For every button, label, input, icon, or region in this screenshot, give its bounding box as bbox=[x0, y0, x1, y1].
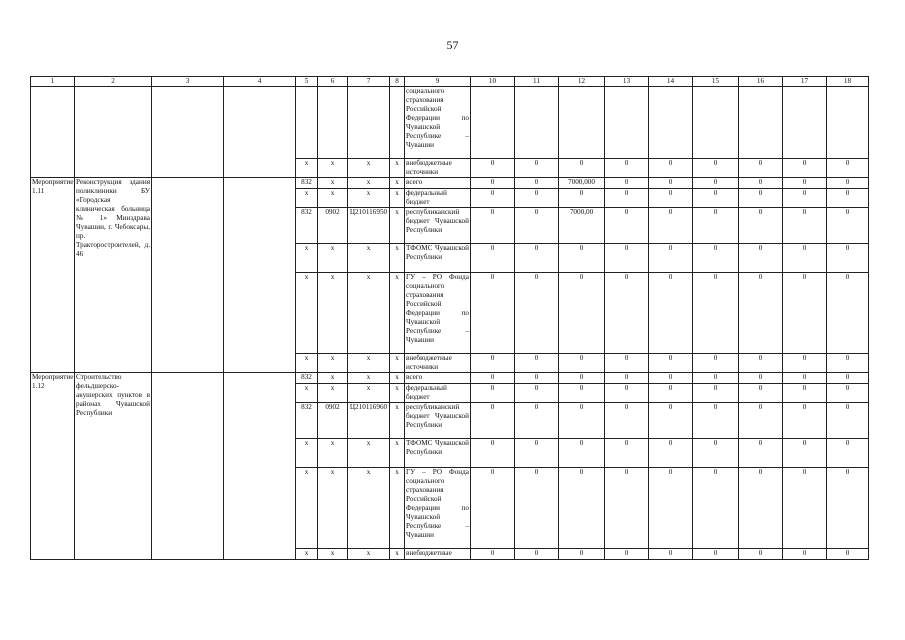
cell-amount: 0 bbox=[739, 384, 783, 403]
cell-amount: 0 bbox=[471, 549, 515, 560]
cell-amount: 0 bbox=[739, 208, 783, 244]
cell-amount: 0 bbox=[515, 189, 559, 208]
cell-amount: 0 bbox=[515, 468, 559, 549]
cell-grbs: 832 bbox=[296, 403, 318, 439]
cell-amount: 0 bbox=[515, 273, 559, 354]
cell-section: x bbox=[318, 244, 348, 273]
cell-amount: 0 bbox=[783, 439, 827, 468]
cell-amount: 0 bbox=[471, 159, 515, 178]
cell-section: 0902 bbox=[318, 208, 348, 244]
cell-amount: 0 bbox=[471, 244, 515, 273]
cell-amount: 0 bbox=[471, 439, 515, 468]
cell-amount: 0 bbox=[559, 439, 605, 468]
cell-amount: 0 bbox=[827, 549, 869, 560]
cell-grbs: x bbox=[296, 273, 318, 354]
cell-amount: 0 bbox=[693, 439, 739, 468]
column-number: 18 bbox=[827, 77, 869, 87]
cell-amount: 0 bbox=[693, 244, 739, 273]
cell-funding-source: федеральный бюджет bbox=[405, 384, 471, 403]
cell-amount bbox=[827, 87, 869, 159]
cell-amount: 0 bbox=[649, 273, 693, 354]
cell-amount: 0 bbox=[515, 244, 559, 273]
cell-amount: 0 bbox=[827, 178, 869, 189]
column-number: 2 bbox=[75, 77, 152, 87]
cell-funding-source: всего bbox=[405, 373, 471, 384]
table-row bbox=[31, 87, 869, 159]
column-number: 11 bbox=[515, 77, 559, 87]
cell-expense-type: x bbox=[390, 439, 405, 468]
cell-amount: 0 bbox=[739, 373, 783, 384]
cell-section: x bbox=[318, 273, 348, 354]
cell-amount: 0 bbox=[515, 549, 559, 560]
cell-section: x bbox=[318, 373, 348, 384]
column-number: 15 bbox=[693, 77, 739, 87]
budget-table bbox=[30, 76, 869, 560]
cell-amount: 0 bbox=[783, 273, 827, 354]
cell-amount: 0 bbox=[693, 549, 739, 560]
cell-grbs: 832 bbox=[296, 373, 318, 384]
cell-funding-source: ТФОМС Чувашской Республики bbox=[405, 439, 471, 468]
cell-funding-source: внебюджетные bbox=[405, 549, 471, 560]
cell-section: x bbox=[318, 159, 348, 178]
cell-amount bbox=[471, 87, 515, 159]
cell-target-article: x bbox=[348, 468, 390, 549]
cell-amount: 0 bbox=[649, 159, 693, 178]
cell-amount: 0 bbox=[739, 439, 783, 468]
cell-amount: 0 bbox=[605, 403, 649, 439]
cell-amount: 0 bbox=[649, 468, 693, 549]
cell-amount: 0 bbox=[649, 373, 693, 384]
cell-amount: 0 bbox=[605, 468, 649, 549]
cell-amount: 7000,000 bbox=[559, 178, 605, 189]
cell-amount: 0 bbox=[693, 189, 739, 208]
cell-amount: 0 bbox=[693, 384, 739, 403]
cell-target-article: x bbox=[348, 373, 390, 384]
cell-funding-source: республиканский бюджет Чувашской Республики bbox=[405, 403, 471, 439]
cell-grbs: x bbox=[296, 549, 318, 560]
cell-amount: 0 bbox=[783, 178, 827, 189]
cell-amount: 0 bbox=[827, 208, 869, 244]
cell-amount: 0 bbox=[739, 468, 783, 549]
cell-amount: 0 bbox=[605, 189, 649, 208]
cell-funding-source: ГУ – РО Фонда социального страхования Российской Федерации по Чувашской Республике – Чувашии bbox=[405, 468, 471, 549]
cell-col3 bbox=[152, 373, 224, 560]
cell-name bbox=[75, 87, 152, 178]
cell-target-article: x bbox=[348, 178, 390, 189]
cell-measure-name: Реконструкция здания поликлиники БУ «Городская клиническая больница № 1» Минздрава Чувашии, г. Чебоксары, пр. Тракторостроителей, д. 46 bbox=[75, 178, 152, 373]
cell-target-article: x bbox=[348, 439, 390, 468]
cell-amount: 0 bbox=[783, 244, 827, 273]
cell-amount: 0 bbox=[693, 468, 739, 549]
cell-amount: 0 bbox=[515, 354, 559, 373]
cell-amount: 0 bbox=[693, 178, 739, 189]
column-number: 16 bbox=[739, 77, 783, 87]
cell-amount: 0 bbox=[515, 384, 559, 403]
cell-amount: 0 bbox=[827, 439, 869, 468]
cell-amount: 0 bbox=[605, 439, 649, 468]
cell-amount: 0 bbox=[515, 208, 559, 244]
cell-col4 bbox=[224, 178, 296, 373]
cell-amount bbox=[649, 87, 693, 159]
cell-expense-type: x bbox=[390, 354, 405, 373]
cell-expense-type: x bbox=[390, 373, 405, 384]
cell-amount bbox=[693, 87, 739, 159]
cell-amount: 0 bbox=[739, 273, 783, 354]
cell-measure-id: Мероприятие 1.12 bbox=[31, 373, 75, 560]
column-number: 14 bbox=[649, 77, 693, 87]
cell-target-article bbox=[348, 87, 390, 159]
cell-amount: 0 bbox=[605, 159, 649, 178]
column-number: 10 bbox=[471, 77, 515, 87]
column-number: 3 bbox=[152, 77, 224, 87]
page-number: 57 bbox=[446, 38, 459, 52]
cell-amount: 0 bbox=[693, 373, 739, 384]
cell-grbs: x bbox=[296, 189, 318, 208]
cell-amount: 0 bbox=[693, 403, 739, 439]
cell-amount: 0 bbox=[515, 403, 559, 439]
cell-amount: 0 bbox=[649, 178, 693, 189]
cell-target-article: x bbox=[348, 354, 390, 373]
cell-amount: 0 bbox=[605, 354, 649, 373]
cell-target-article: Ц210116960 bbox=[348, 403, 390, 439]
cell-amount: 0 bbox=[783, 354, 827, 373]
cell-grbs: x bbox=[296, 159, 318, 178]
cell-amount: 0 bbox=[783, 373, 827, 384]
cell-amount: 0 bbox=[783, 468, 827, 549]
cell-amount bbox=[739, 87, 783, 159]
cell-expense-type: x bbox=[390, 549, 405, 560]
cell-amount: 0 bbox=[649, 384, 693, 403]
cell-measure-name: Строительство фельдшерско-акушерских пунктов в районах Чувашской Республики bbox=[75, 373, 152, 560]
cell-amount: 0 bbox=[827, 189, 869, 208]
column-number: 7 bbox=[348, 77, 390, 87]
cell-amount: 0 bbox=[739, 178, 783, 189]
cell-funding-source: внебюджетные источники bbox=[405, 159, 471, 178]
cell-amount: 0 bbox=[559, 273, 605, 354]
cell-amount: 0 bbox=[605, 244, 649, 273]
cell-expense-type: x bbox=[390, 403, 405, 439]
table-row bbox=[31, 373, 869, 384]
cell-funding-source: всего bbox=[405, 178, 471, 189]
cell-amount: 0 bbox=[515, 373, 559, 384]
cell-amount: 0 bbox=[605, 549, 649, 560]
cell-target-article: x bbox=[348, 244, 390, 273]
cell-amount: 0 bbox=[783, 208, 827, 244]
cell-amount: 7000,00 bbox=[559, 208, 605, 244]
cell-amount: 0 bbox=[783, 403, 827, 439]
cell-grbs: x bbox=[296, 244, 318, 273]
cell-amount: 0 bbox=[827, 273, 869, 354]
cell-status bbox=[31, 87, 75, 178]
cell-section: x bbox=[318, 468, 348, 549]
cell-amount: 0 bbox=[739, 549, 783, 560]
cell-amount: 0 bbox=[739, 244, 783, 273]
cell-amount: 0 bbox=[649, 189, 693, 208]
cell-section: 0902 bbox=[318, 403, 348, 439]
cell-funding-source: федеральный бюджет bbox=[405, 189, 471, 208]
cell-grbs: x bbox=[296, 439, 318, 468]
cell-target-article: x bbox=[348, 159, 390, 178]
table-row bbox=[31, 178, 869, 189]
cell-section: x bbox=[318, 178, 348, 189]
cell-amount: 0 bbox=[649, 549, 693, 560]
cell-col4 bbox=[224, 373, 296, 560]
cell-section: x bbox=[318, 189, 348, 208]
cell-amount: 0 bbox=[471, 403, 515, 439]
cell-target-article: Ц210116950 bbox=[348, 208, 390, 244]
column-number: 9 bbox=[405, 77, 471, 87]
cell-amount: 0 bbox=[739, 354, 783, 373]
cell-amount: 0 bbox=[471, 189, 515, 208]
cell-amount: 0 bbox=[559, 403, 605, 439]
cell-grbs: x bbox=[296, 384, 318, 403]
cell-target-article: x bbox=[348, 273, 390, 354]
cell-amount: 0 bbox=[827, 354, 869, 373]
cell-amount: 0 bbox=[559, 354, 605, 373]
cell-amount: 0 bbox=[605, 178, 649, 189]
cell-amount: 0 bbox=[827, 373, 869, 384]
cell-amount: 0 bbox=[559, 189, 605, 208]
cell-expense-type: x bbox=[390, 178, 405, 189]
cell-amount: 0 bbox=[783, 189, 827, 208]
cell-amount: 0 bbox=[605, 208, 649, 244]
cell-grbs: x bbox=[296, 354, 318, 373]
cell-amount bbox=[559, 87, 605, 159]
cell-amount: 0 bbox=[471, 354, 515, 373]
cell-expense-type: x bbox=[390, 273, 405, 354]
column-number: 1 bbox=[31, 77, 75, 87]
cell-amount: 0 bbox=[693, 208, 739, 244]
cell-funding-source: республиканский бюджет Чувашской Республики bbox=[405, 208, 471, 244]
cell-expense-type: x bbox=[390, 384, 405, 403]
cell-amount: 0 bbox=[739, 403, 783, 439]
cell-funding-source: социального страхования Российской Федерации по Чувашской Республике – Чувашии bbox=[405, 87, 471, 159]
column-number: 4 bbox=[224, 77, 296, 87]
cell-amount: 0 bbox=[559, 244, 605, 273]
cell-amount: 0 bbox=[649, 403, 693, 439]
cell-amount: 0 bbox=[783, 384, 827, 403]
cell-funding-source: внебюджетные источники bbox=[405, 354, 471, 373]
cell-amount: 0 bbox=[471, 208, 515, 244]
column-number: 12 bbox=[559, 77, 605, 87]
cell-amount bbox=[515, 87, 559, 159]
cell-grbs bbox=[296, 87, 318, 159]
cell-amount: 0 bbox=[827, 384, 869, 403]
cell-amount bbox=[605, 87, 649, 159]
cell-section: x bbox=[318, 384, 348, 403]
cell-amount: 0 bbox=[471, 178, 515, 189]
cell-amount: 0 bbox=[827, 159, 869, 178]
cell-expense-type: x bbox=[390, 244, 405, 273]
cell-target-article: x bbox=[348, 549, 390, 560]
cell-amount: 0 bbox=[649, 439, 693, 468]
cell-amount: 0 bbox=[649, 208, 693, 244]
cell-amount: 0 bbox=[827, 468, 869, 549]
column-number-row bbox=[31, 77, 869, 87]
column-number: 5 bbox=[296, 77, 318, 87]
cell-amount: 0 bbox=[649, 354, 693, 373]
cell-amount: 0 bbox=[515, 439, 559, 468]
cell-amount: 0 bbox=[471, 468, 515, 549]
cell-amount: 0 bbox=[605, 273, 649, 354]
cell-col3 bbox=[152, 87, 224, 178]
cell-section: x bbox=[318, 354, 348, 373]
cell-amount bbox=[783, 87, 827, 159]
cell-amount: 0 bbox=[693, 354, 739, 373]
cell-col4 bbox=[224, 87, 296, 178]
cell-expense-type: x bbox=[390, 189, 405, 208]
cell-grbs: 832 bbox=[296, 208, 318, 244]
cell-amount: 0 bbox=[827, 403, 869, 439]
cell-amount: 0 bbox=[515, 178, 559, 189]
cell-amount: 0 bbox=[605, 384, 649, 403]
cell-amount: 0 bbox=[471, 373, 515, 384]
cell-amount: 0 bbox=[559, 384, 605, 403]
cell-section: x bbox=[318, 439, 348, 468]
column-number: 6 bbox=[318, 77, 348, 87]
cell-amount: 0 bbox=[471, 384, 515, 403]
cell-expense-type: x bbox=[390, 468, 405, 549]
cell-target-article: x bbox=[348, 384, 390, 403]
cell-amount: 0 bbox=[783, 159, 827, 178]
cell-funding-source: ГУ – РО Фонда социального страхования Российской Федерации по Чувашской Республике – Чувашии bbox=[405, 273, 471, 354]
cell-amount: 0 bbox=[471, 273, 515, 354]
cell-amount: 0 bbox=[605, 373, 649, 384]
cell-section bbox=[318, 87, 348, 159]
cell-grbs: x bbox=[296, 468, 318, 549]
column-number: 8 bbox=[390, 77, 405, 87]
cell-amount: 0 bbox=[693, 273, 739, 354]
cell-amount: 0 bbox=[559, 159, 605, 178]
cell-target-article: x bbox=[348, 189, 390, 208]
cell-section: x bbox=[318, 549, 348, 560]
cell-amount: 0 bbox=[559, 373, 605, 384]
cell-amount: 0 bbox=[559, 549, 605, 560]
cell-expense-type: x bbox=[390, 208, 405, 244]
cell-amount: 0 bbox=[827, 244, 869, 273]
cell-amount: 0 bbox=[515, 159, 559, 178]
cell-funding-source: ТФОМС Чувашской Республики bbox=[405, 244, 471, 273]
cell-expense-type bbox=[390, 87, 405, 159]
column-number: 13 bbox=[605, 77, 649, 87]
cell-amount: 0 bbox=[739, 189, 783, 208]
cell-grbs: 832 bbox=[296, 178, 318, 189]
cell-amount: 0 bbox=[649, 244, 693, 273]
cell-col3 bbox=[152, 178, 224, 373]
cell-amount: 0 bbox=[783, 549, 827, 560]
column-number: 17 bbox=[783, 77, 827, 87]
cell-amount: 0 bbox=[739, 159, 783, 178]
cell-measure-id: Мероприятие 1.11 bbox=[31, 178, 75, 373]
cell-amount: 0 bbox=[559, 468, 605, 549]
cell-amount: 0 bbox=[693, 159, 739, 178]
cell-expense-type: x bbox=[390, 159, 405, 178]
